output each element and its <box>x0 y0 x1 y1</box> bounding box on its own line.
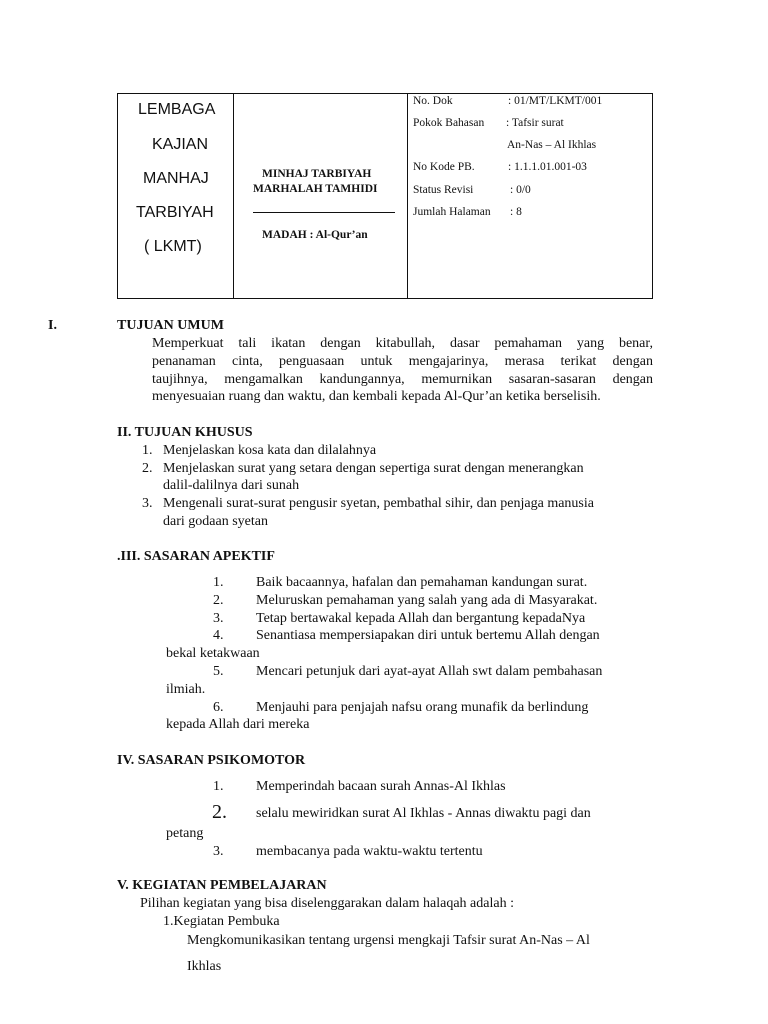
apektif-item-6: Menjauhi para penjajah nafsu orang munafik da berlindung <box>256 700 589 715</box>
apektif-num-2: 2. <box>213 593 224 608</box>
apektif-item-2: Meluruskan pemahaman yang salah yang ada di Masyarakat. <box>256 593 598 608</box>
meta-kode-value: : 1.1.1.01.001-03 <box>508 161 587 173</box>
apektif-item-6-cont: kepada Allah dari mereka <box>166 717 310 732</box>
kegiatan-line-2: Ikhlas <box>187 959 222 974</box>
tujuan-khusus-item-2: Menjelaskan surat yang setara dengan sepertiga surat dengan menerangkan <box>163 461 584 476</box>
org-line-1: LEMBAGA <box>138 101 216 118</box>
kegiatan-line-1: Mengkomunikasikan tentang urgensi mengkaji Tafsir surat An-Nas – Al <box>187 933 590 948</box>
psikomotor-item-2: selalu mewiridkan surat Al Ikhlas - Annas diwaktu pagi dan <box>256 806 591 821</box>
meta-kode-label: No Kode PB. <box>413 161 475 173</box>
tujuan-khusus-item-3: Mengenali surat-surat pengusir syetan, pembathal sihir, dan penjaga manusia <box>163 496 594 511</box>
meta-no-dok-label: No. Dok <box>413 95 453 107</box>
meta-jumlah-label: Jumlah Halaman <box>413 206 491 218</box>
section-5-heading: V. KEGIATAN PEMBELAJARAN <box>117 878 327 893</box>
title-underline <box>253 212 395 213</box>
meta-pokok-value: : Tafsir surat <box>506 117 564 129</box>
apektif-num-4: 4. <box>213 628 224 643</box>
section-1-number: I. <box>48 318 57 333</box>
tujuan-khusus-item-3-cont: dari godaan syetan <box>163 514 268 529</box>
document-header-table <box>117 93 653 299</box>
tujuan-khusus-num-1: 1. <box>142 443 153 458</box>
meta-pokok-value-2: An-Nas – Al Ikhlas <box>507 139 597 151</box>
section-2-heading: II. TUJUAN KHUSUS <box>117 425 253 440</box>
section-3-heading: .III. SASARAN APEKTIF <box>117 549 275 564</box>
meta-pokok-label: Pokok Bahasan <box>413 117 485 129</box>
kegiatan-sub-heading: 1.Kegiatan Pembuka <box>163 914 280 929</box>
psikomotor-item-3: membacanya pada waktu-waktu tertentu <box>256 844 483 859</box>
section-1-line-3: taujihnya, mengamalkan kandungannya, memurnikan sasaran-sasaran dengan <box>152 372 653 387</box>
org-line-4: TARBIYAH <box>136 204 214 221</box>
apektif-item-1: Baik bacaannya, hafalan dan pemahaman kandungan surat. <box>256 575 588 590</box>
apektif-num-3: 3. <box>213 611 224 626</box>
apektif-item-5-cont: ilmiah. <box>166 682 206 697</box>
apektif-item-5: Mencari petunjuk dari ayat-ayat Allah swt dalam pembahasan <box>256 664 603 679</box>
doc-title-line-1: MINHAJ TARBIYAH <box>262 168 372 180</box>
tujuan-khusus-item-2-cont: dalil-dalilnya dari sunah <box>163 478 300 493</box>
meta-jumlah-value: : 8 <box>510 206 522 218</box>
meta-status-value: : 0/0 <box>510 184 531 196</box>
apektif-num-5: 5. <box>213 664 224 679</box>
apektif-num-6: 6. <box>213 700 224 715</box>
doc-title-line-2: MARHALAH TAMHIDI <box>253 183 378 195</box>
section-1-title: TUJUAN UMUM <box>117 318 224 333</box>
meta-status-label: Status Revisi <box>413 184 474 196</box>
tujuan-khusus-num-3: 3. <box>142 496 153 511</box>
org-line-2: KAJIAN <box>152 136 209 153</box>
section-4-heading: IV. SASARAN PSIKOMOTOR <box>117 753 306 768</box>
tujuan-khusus-item-1: Menjelaskan kosa kata dan dilalahnya <box>163 443 377 458</box>
header-divider-right <box>407 94 408 298</box>
kegiatan-intro: Pilihan kegiatan yang bisa diselenggarakan dalam halaqah adalah : <box>140 896 514 911</box>
psikomotor-num-1: 1. <box>213 779 224 794</box>
header-divider-left <box>233 94 234 298</box>
apektif-num-1: 1. <box>213 575 224 590</box>
apektif-item-3: Tetap bertawakal kepada Allah dan bergantung kepadaNya <box>256 611 586 626</box>
apektif-item-4: Senantiasa mempersiapakan diri untuk bertemu Allah dengan <box>256 628 600 643</box>
section-1-line-2: penanaman cinta, penguasaan untuk mengajarinya, merasa terikat dengan <box>152 354 653 369</box>
section-1-line-1: Memperkuat tali ikatan dengan kitabullah, dasar pemahaman yang benar, <box>152 336 653 351</box>
org-line-5: ( LKMT) <box>144 238 202 255</box>
section-1-line-4: menyesuaian ruang dan waktu, dan kembali kepada Al-Qur’an ketika berselisih. <box>152 389 601 404</box>
apektif-item-4-cont: bekal ketakwaan <box>166 646 260 661</box>
madah-label: MADAH : Al-Qur’an <box>262 229 368 241</box>
psikomotor-num-2: 2. <box>212 801 227 823</box>
tujuan-khusus-num-2: 2. <box>142 461 153 476</box>
psikomotor-item-2-cont: petang <box>166 826 204 841</box>
psikomotor-num-3: 3. <box>213 844 224 859</box>
psikomotor-item-1: Memperindah bacaan surah Annas-Al Ikhlas <box>256 779 506 794</box>
org-line-3: MANHAJ <box>143 170 209 187</box>
meta-no-dok-value: : 01/MT/LKMT/001 <box>508 95 603 107</box>
